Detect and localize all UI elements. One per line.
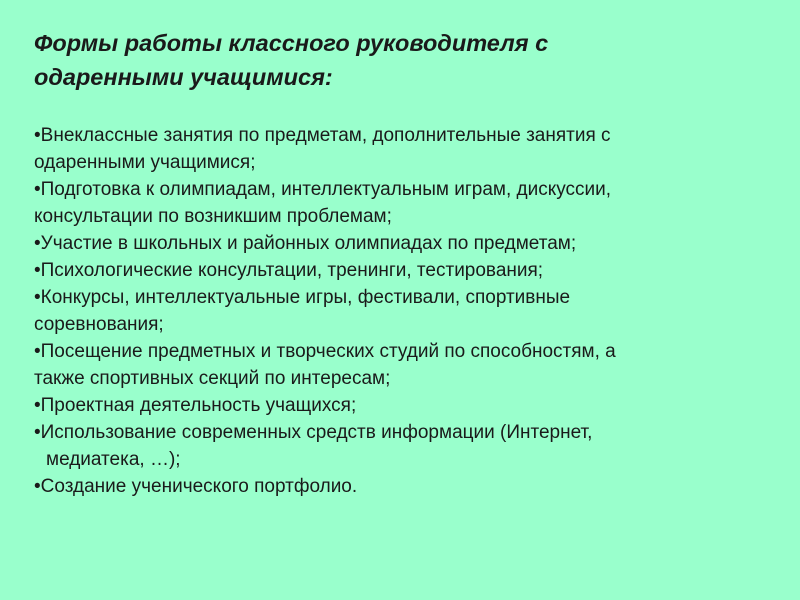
list-item-line: •Создание ученического портфолио. xyxy=(34,476,358,497)
list-item xyxy=(34,257,774,284)
list-item-line: •Конкурсы, интеллектуальные игры, фестивали, спортивные xyxy=(34,287,571,308)
list-item-line: медиатека, …); xyxy=(46,449,181,470)
list-item-line: •Посещение предметных и творческих студий по способностям, а xyxy=(34,341,616,362)
list-item-line: •Психологические консультации, тренинги, тестирования; xyxy=(34,260,544,281)
list-item-line: •Проектная деятельность учащихся; xyxy=(34,395,357,416)
list-item-line: •Использование современных средств информации (Интернет, xyxy=(34,422,593,443)
list-item-line: соревнования; xyxy=(34,314,164,335)
list-item xyxy=(34,338,774,392)
list-item xyxy=(34,392,774,419)
list-item-line: •Подготовка к олимпиадам, интеллектуальным играм, дискуссии, xyxy=(34,179,612,200)
list-item xyxy=(34,419,774,473)
list-item xyxy=(34,176,774,230)
list-item xyxy=(34,473,774,500)
bullet-list xyxy=(34,122,774,500)
list-item xyxy=(34,230,774,257)
list-item xyxy=(34,122,774,176)
list-item-line: также спортивных секций по интересам; xyxy=(34,368,391,389)
list-item-line: консультации по возникшим проблемам; xyxy=(34,206,392,227)
list-item-line: одаренными учащимися; xyxy=(34,152,256,173)
slide-title xyxy=(34,26,754,94)
list-item-line: •Участие в школьных и районных олимпиадах по предметам; xyxy=(34,233,577,254)
title-line-2: одаренными учащимися: xyxy=(34,64,333,90)
list-item xyxy=(34,284,774,338)
list-item-line: •Внеклассные занятия по предметам, дополнительные занятия с xyxy=(34,125,611,146)
title-line-1: Формы работы классного руководителя с xyxy=(34,30,549,56)
